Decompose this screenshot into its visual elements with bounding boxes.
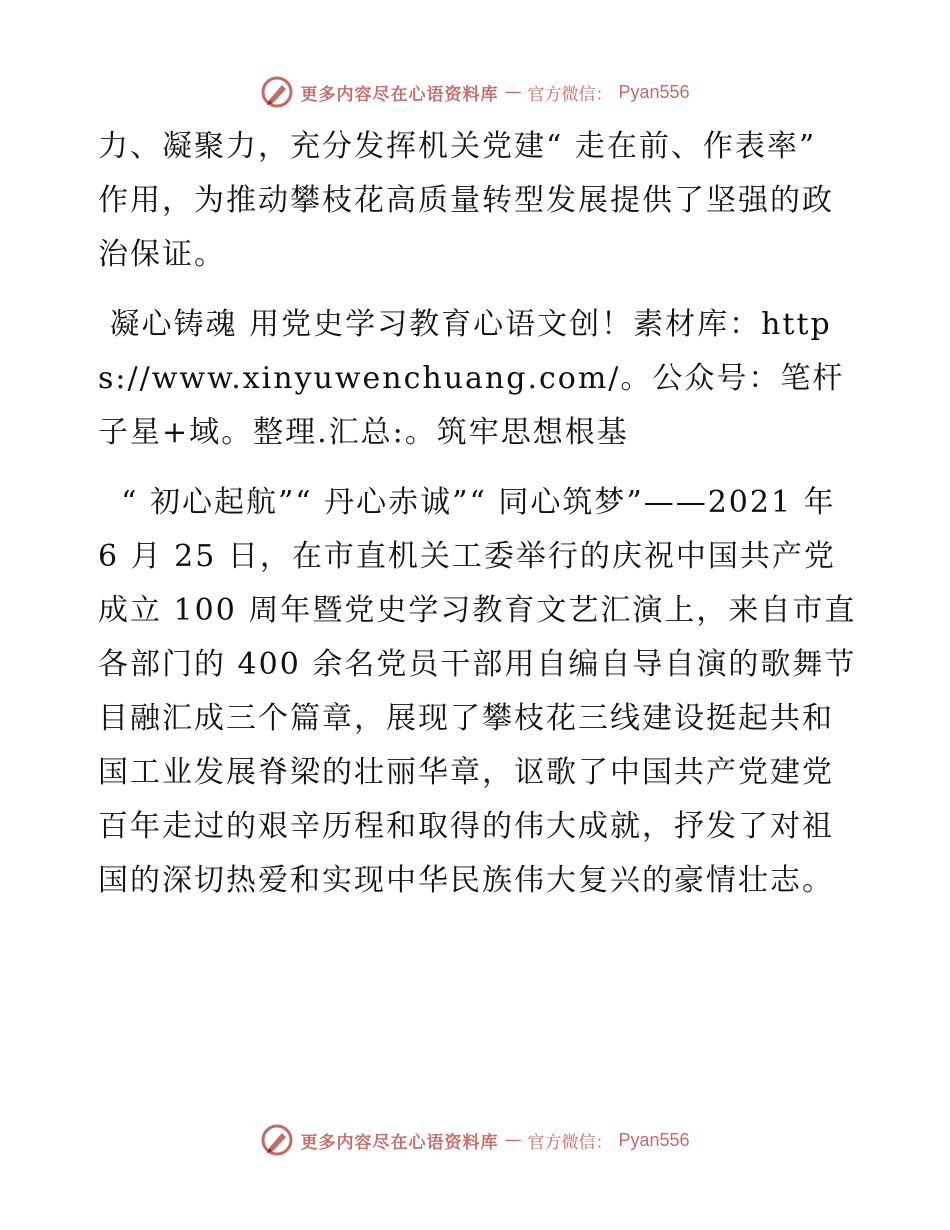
pen-logo-icon — [260, 1123, 294, 1157]
watermark-brand: 更多内容尽在心语资料库 — [300, 1132, 499, 1153]
footer-watermark — [0, 1120, 950, 1160]
watermark-separator: — — [504, 82, 522, 102]
header-watermark — [0, 72, 950, 112]
watermark-handle: Pyan556 — [618, 1129, 690, 1150]
watermark-brand: 更多内容尽在心语资料库 — [300, 84, 499, 105]
paragraph-3: “ 初心起航”“ 丹心赤诚”“ 同心筑梦”——2021 年 6 月 25 日，在市直机关工委举行的庆祝中国共产党成立 100 周年暨党史学习教育文艺汇演上，来自市直各部门的 400 余名党员干部用自编自导自演的歌舞节目融汇成三个篇章，展现了攀枝花三线建设挺起共和国工业发展脊梁的壮丽华章，讴歌了中国共产党建党百年走过的艰辛历程和取得的伟大成就，抒发了对祖国的深切热爱和实现中华民族伟大复兴的豪情壮志。 — [98, 485, 857, 898]
paragraph-1: 力、凝聚力，充分发挥机关党建“ 走在前、作表率” 作用，为推动攀枝花高质量转型发展提供了坚强的政治保证。 — [98, 129, 834, 272]
pen-logo-icon — [260, 75, 294, 109]
watermark-separator: — — [504, 1130, 522, 1150]
watermark-contact-label: 官方微信： — [527, 1132, 613, 1153]
document-body — [98, 120, 858, 908]
paragraph-2: 凝心铸魂 用党史学习教育心语文创！素材库：https://www.xinyuwenchuang.com/。公众号：笔杆子星+域。整理.汇总:。筑牢思想根基 — [98, 307, 845, 450]
watermark-handle: Pyan556 — [618, 81, 690, 102]
watermark-contact-label: 官方微信： — [527, 84, 613, 105]
